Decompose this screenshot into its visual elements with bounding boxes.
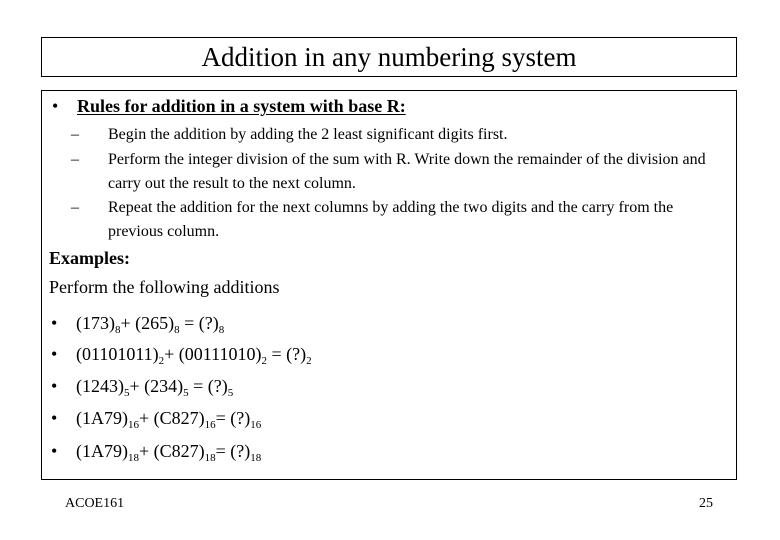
dash: – bbox=[71, 199, 79, 216]
bullet: • bbox=[52, 96, 59, 116]
content-box bbox=[41, 90, 737, 480]
rule-item-text: Begin the addition by adding the 2 least significant digits first. bbox=[108, 126, 508, 143]
dash: – bbox=[71, 151, 79, 168]
examples-instruction: Perform the following additions bbox=[49, 277, 280, 297]
bullet: • bbox=[51, 344, 58, 364]
dash: – bbox=[71, 126, 79, 143]
example-expression: $(1A79)_{18}+ (C827)_{18}=$ $(?)_{18}$ bbox=[76, 441, 262, 464]
rule-item-text: Perform the integer division of the sum with R. Write down the remainder of the division and carry out the result to the next column. bbox=[108, 151, 706, 192]
example-expression: $(01101011)_2+ (00111010)_2$ = $(?)_2$ bbox=[76, 344, 312, 367]
examples-label: Examples: bbox=[49, 248, 130, 268]
example-expression: $(1243)_5+ (234)_5$ = $(?)_5$ bbox=[76, 376, 234, 399]
rules-heading-text: Rules for addition in a system with base R: bbox=[77, 96, 406, 116]
footer-course: ACOE161 bbox=[65, 496, 125, 511]
bullet: • bbox=[51, 376, 58, 396]
bullet: • bbox=[51, 313, 58, 333]
slide-title: Addition in any numbering system bbox=[41, 37, 737, 77]
rule-item-text: Repeat the addition for the next columns by adding the two digits and the carry from the previous column. bbox=[108, 199, 674, 240]
footer-page-number: 25 bbox=[699, 496, 713, 511]
example-expression: $(173)_8+ (265)_8$ = $(?)_8$ bbox=[76, 313, 225, 336]
example-expression: $(1A79)_{16}+ (C827)_{16}=$ $(?)_{16}$ bbox=[76, 408, 262, 431]
bullet: • bbox=[51, 408, 58, 428]
bullet: • bbox=[51, 441, 58, 461]
